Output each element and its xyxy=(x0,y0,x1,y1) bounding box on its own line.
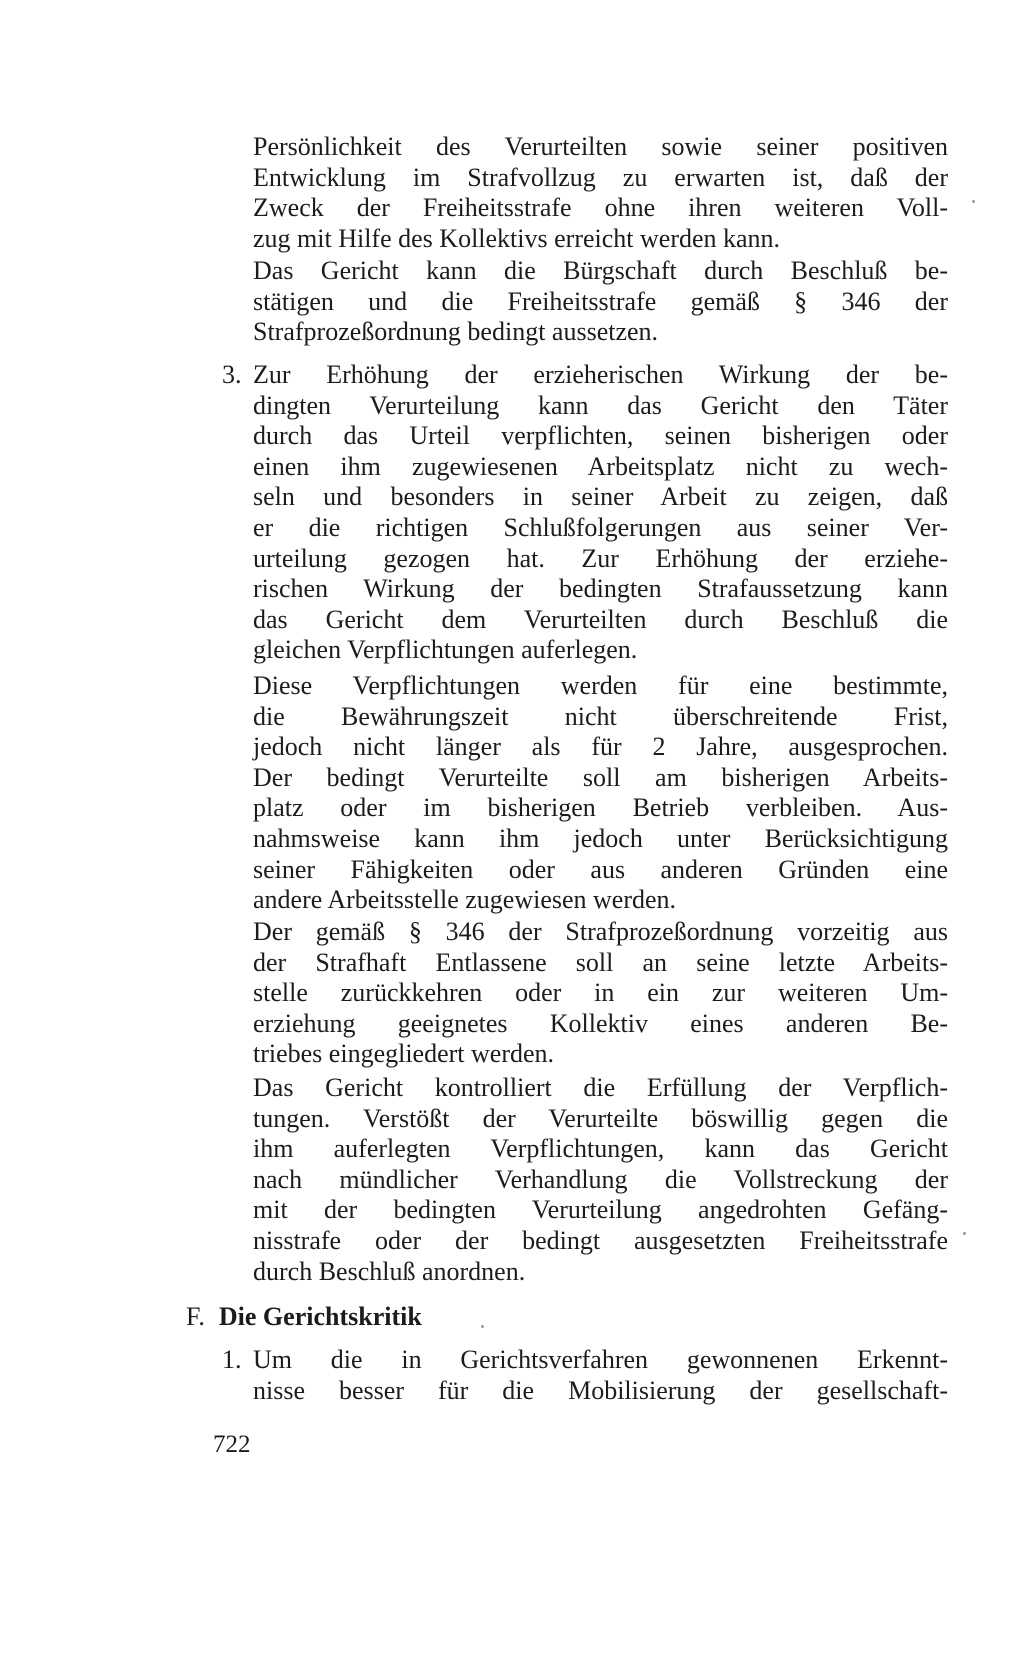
text-line: Entwicklung im Strafvollzug zu erwarten ist, daß der xyxy=(253,162,948,192)
list-number: 1. xyxy=(222,1345,242,1374)
text-line: Der gemäß § 346 der Strafprozeßordnung vorzeitig aus xyxy=(253,917,948,946)
scan-speck xyxy=(481,1325,484,1328)
text-line: Zur Erhöhung der erzieherischen Wirkung der be- xyxy=(253,360,948,389)
text-line: rischen Wirkung der bedingten Strafaussetzung kann xyxy=(253,574,948,604)
paragraph-1 xyxy=(253,132,948,254)
text-line: seln und besonders in seiner Arbeit zu zeigen, daß xyxy=(253,482,948,512)
text-line: gleichen Verpflichtungen auferlegen. xyxy=(253,635,638,665)
section-heading xyxy=(186,1302,422,1332)
text-line: mit der bedingten Verurteilung angedrohten Gefäng- xyxy=(253,1195,948,1225)
text-line: Der bedingt Verurteilte soll am bisherigen Arbeits- xyxy=(253,762,948,792)
text-line: durch Beschluß anordnen. xyxy=(253,1256,526,1286)
text-line: stelle zurückkehren oder in ein zur weiteren Um- xyxy=(253,978,948,1008)
text-line: triebes eingegliedert werden. xyxy=(253,1039,555,1069)
text-line: nisse besser für die Mobilisierung der gesellschaft- xyxy=(253,1375,948,1405)
text-line: die Bewährungszeit nicht überschreitende Frist, xyxy=(253,701,948,731)
text-line: zug mit Hilfe des Kollektivs erreicht werden kann. xyxy=(253,223,781,253)
text-line: jedoch nicht länger als für 2 Jahre, ausgesprochen. xyxy=(253,732,948,762)
text-line: einen ihm zugewiesenen Arbeitsplatz nicht zu wech- xyxy=(253,451,948,481)
text-line: tungen. Verstößt der Verurteilte böswillig gegen die xyxy=(253,1103,948,1133)
text-line: durch das Urteil verpflichten, seinen bisherigen oder xyxy=(253,421,948,451)
paragraph-7 xyxy=(253,1345,948,1406)
text-line: erziehung geeignetes Kollektiv eines anderen Be- xyxy=(253,1008,948,1038)
text-line: Diese Verpflichtungen werden für eine bestimmte, xyxy=(253,671,948,700)
text-line: Persönlichkeit des Verurteilten sowie seiner positiven xyxy=(253,132,948,161)
text-line: seiner Fähigkeiten oder aus anderen Gründen eine xyxy=(253,854,948,884)
text-line: er die richtigen Schlußfolgerungen aus seiner Ver- xyxy=(253,512,948,542)
text-line: Zweck der Freiheitsstrafe ohne ihren weiteren Voll- xyxy=(253,193,948,223)
paragraph-5 xyxy=(253,917,948,1070)
text-line: urteilung gezogen hat. Zur Erhöhung der erziehe- xyxy=(253,543,948,573)
text-line: stätigen und die Freiheitsstrafe gemäß § 346 der xyxy=(253,286,948,316)
section-title: Die Gerichtskritik xyxy=(218,1302,422,1331)
text-line: Um die in Gerichtsverfahren gewonnenen Erkennt- xyxy=(253,1345,948,1374)
text-line: platz oder im bisherigen Betrieb verbleiben. Aus- xyxy=(253,793,948,823)
text-line: Strafprozeßordnung bedingt aussetzen. xyxy=(253,317,659,347)
scan-speck xyxy=(963,1232,966,1235)
paragraph-6 xyxy=(253,1073,948,1287)
text-line: Das Gericht kontrolliert die Erfüllung der Verpflich- xyxy=(253,1073,948,1102)
text-line: nach mündlicher Verhandlung die Vollstreckung der xyxy=(253,1164,948,1194)
text-line: Das Gericht kann die Bürgschaft durch Beschluß be- xyxy=(253,256,948,285)
text-line: der Strafhaft Entlassene soll an seine letzte Arbeits- xyxy=(253,947,948,977)
text-line: dingten Verurteilung kann das Gericht den Täter xyxy=(253,390,948,420)
list-number: 3. xyxy=(222,360,242,389)
section-letter: F. xyxy=(186,1302,205,1331)
text-line: nahmsweise kann ihm jedoch unter Berücksichtigung xyxy=(253,823,948,853)
scan-speck xyxy=(972,200,975,203)
text-line: andere Arbeitsstelle zugewiesen werden. xyxy=(253,885,677,915)
text-line: das Gericht dem Verurteilten durch Beschluß die xyxy=(253,604,948,634)
text-line: ihm auferlegten Verpflichtungen, kann das Gericht xyxy=(253,1134,948,1164)
paragraph-2 xyxy=(253,256,948,348)
paragraph-4 xyxy=(253,671,948,916)
page-number: 722 xyxy=(213,1431,251,1458)
text-line: nisstrafe oder der bedingt ausgesetzten Freiheitsstrafe xyxy=(253,1225,948,1255)
paragraph-3 xyxy=(253,360,948,666)
